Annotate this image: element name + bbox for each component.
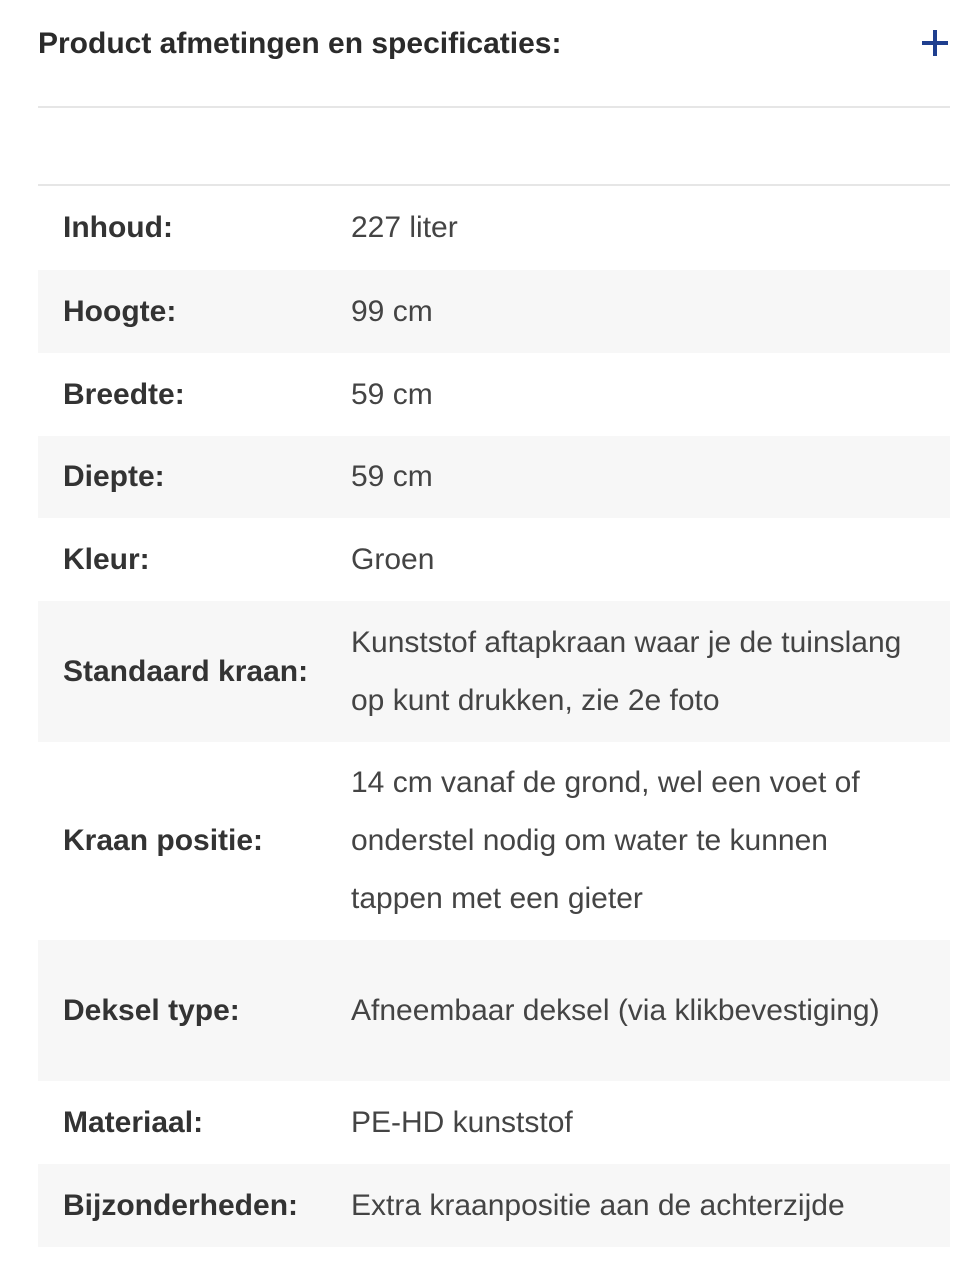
spec-label: Standaard kraan: [63,654,309,688]
spec-value: 14 cm vanaf de grond, wel een voet of onderstel nodig om water te kunnen tappen met een gieter [351,766,860,915]
spec-label: Kleur: [63,542,150,576]
accordion-title: Product afmetingen en specificaties: [38,27,562,60]
spec-row-hoogte [38,270,950,353]
spec-row-inhoud [38,186,950,270]
plus-icon[interactable] [922,30,948,56]
spec-row-materiaal [38,1081,950,1164]
spec-label: Hoogte: [63,294,177,328]
spec-row-breedte [38,353,950,436]
spec-row-bijzonderheden [38,1164,950,1247]
spec-table [38,184,950,1247]
spec-value: 227 liter [351,211,458,244]
spec-row-standaard-kraan [38,601,950,742]
spec-label: Diepte: [63,460,165,493]
spec-value: 59 cm [351,460,433,493]
spec-row-kraan-positie [38,742,950,940]
spec-label: Deksel type: [63,993,240,1027]
spec-value: Afneembaar deksel (via klikbevestiging) [351,993,880,1027]
spec-row-diepte [38,436,950,518]
spec-row-kleur [38,518,950,601]
spec-value: Extra kraanpositie aan de achterzijde [351,1188,845,1222]
spec-label: Inhoud: [63,211,173,244]
spec-label: Bijzonderheden: [63,1188,299,1222]
spec-label: Breedte: [63,377,185,411]
spec-label: Kraan positie: [63,824,264,857]
spec-value: 59 cm [351,377,433,411]
spec-value: Groen [351,542,435,576]
spec-label: Materiaal: [63,1105,204,1139]
spec-row-deksel-type [38,940,950,1081]
specs-accordion-header[interactable] [38,0,950,108]
spec-value: Kunststof aftapkraan waar je de tuinslang op kunt drukken, zie 2e foto [351,625,902,717]
spec-value: PE-HD kunststof [351,1105,573,1139]
spec-value: 99 cm [351,294,433,328]
